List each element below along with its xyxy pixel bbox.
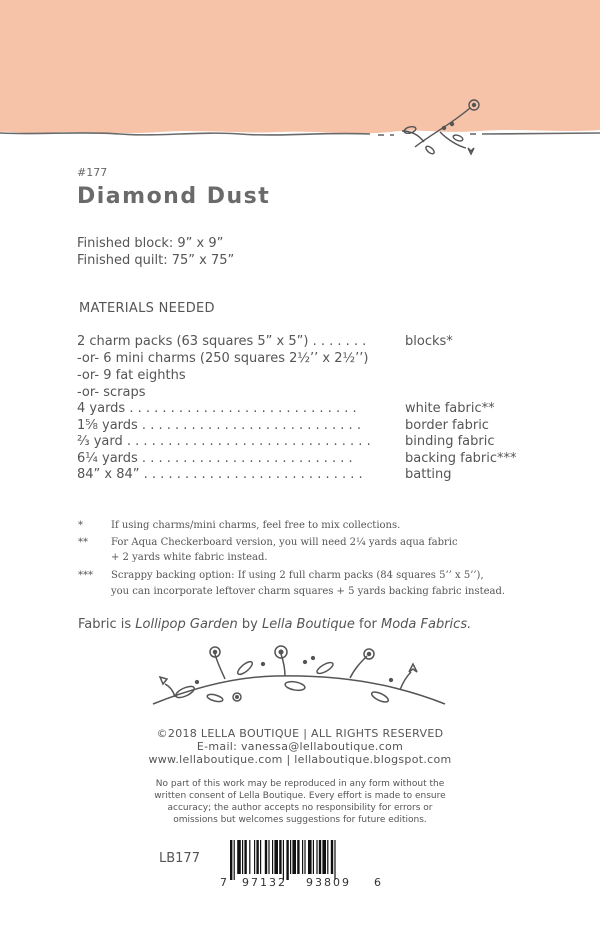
finished-quilt: Finished quilt: 75” x 75” (77, 253, 235, 268)
material-use: blocks* (405, 334, 453, 349)
barcode-bar (316, 840, 317, 874)
fabric-manufacturer: Moda Fabrics. (381, 617, 472, 632)
material-quantity: 84” x 84” . . . . . . . . . . . . . . . . . . . . . . . . . . . (77, 467, 363, 482)
material-row (77, 418, 537, 435)
footnote-text: you can incorporate leftover charm squares + 5 yards backing fabric instead. (111, 586, 506, 597)
material-row (77, 451, 537, 468)
material-quantity: 1⅝ yards . . . . . . . . . . . . . . . . . . . . . . . . . . . (77, 418, 361, 433)
material-row (77, 334, 537, 351)
barcode-bar (322, 840, 326, 874)
pattern-title: Diamond Dust (77, 184, 271, 209)
barcode-bar (304, 840, 305, 874)
material-use: backing fabric*** (405, 451, 517, 466)
barcode-bar (297, 840, 299, 874)
fabric-for: for (354, 617, 381, 632)
barcode-bar (313, 840, 314, 874)
footnote-marker: * (78, 520, 83, 531)
fabric-prefix: Fabric is (78, 617, 136, 632)
barcode-bar (268, 840, 269, 874)
material-row (77, 434, 537, 451)
barcode-bar (308, 840, 312, 874)
header-band (0, 0, 600, 160)
material-quantity: 4 yards . . . . . . . . . . . . . . . . . . . . . . . . . . . . (77, 401, 357, 416)
fabric-designer: Lella Boutique (261, 617, 355, 632)
barcode-bar (272, 840, 273, 874)
barcode-digits-right: 93809 (306, 876, 351, 889)
legal-line: accuracy; the author accepts no responsibility for errors or (167, 803, 433, 813)
material-quantity: 6¼ yards . . . . . . . . . . . . . . . . . . . . . . . . . . (77, 451, 353, 466)
legal-line: written consent of Lella Boutique. Every effort is made to ensure (154, 791, 446, 801)
barcode-bar (249, 840, 250, 874)
footnote-text: For Aqua Checkerboard version, you will need 2¼ yards aqua fabric (111, 537, 458, 548)
barcode-bar (230, 840, 232, 880)
materials-heading: MATERIALS NEEDED (79, 301, 215, 316)
material-use: binding fabric (405, 434, 495, 449)
material-use: white fabric** (405, 401, 495, 416)
barcode-bar (334, 840, 335, 880)
barcode-bar (331, 840, 333, 874)
barcode-bar (265, 840, 267, 874)
product-code: LB177 (159, 851, 200, 866)
copyright-line: ©2018 LELLA BOUTIQUE | ALL RIGHTS RESERVED (156, 727, 444, 740)
barcode-bar (274, 840, 278, 874)
barcode-bar (237, 840, 241, 874)
floral-garland-icon (145, 642, 455, 712)
material-row (77, 368, 537, 385)
material-quantity: ⅔ yard . . . . . . . . . . . . . . . . . . . . . . . . . . . . . . (77, 434, 371, 449)
fabric-collection: Lollipop Garden (135, 617, 238, 632)
barcode-bar (254, 840, 255, 874)
legal-line: omissions but welcomes suggestions for future editions. (173, 815, 427, 825)
finished-block: Finished block: 9” x 9” (77, 236, 224, 251)
material-quantity: -or- scraps (77, 385, 146, 400)
barcode-icon (220, 840, 380, 880)
footnote-text: Scrappy backing option: If using 2 full charm packs (84 squares 5’’ x 5’’), (111, 570, 484, 581)
material-use: border fabric (405, 418, 489, 433)
footnote-marker: ** (78, 537, 88, 548)
barcode-bar (286, 840, 288, 880)
material-quantity: -or- 9 fat eighths (77, 368, 186, 383)
barcode-bar (256, 840, 258, 874)
barcode-bar (242, 840, 243, 874)
barcode-bar (234, 840, 235, 880)
material-row (77, 401, 537, 418)
material-quantity: -or- 6 mini charms (250 squares 2½’’ x 2½’’) (77, 351, 369, 366)
barcode-bar (260, 840, 261, 874)
barcode-bar (302, 840, 303, 874)
barcode-digit-check: 6 (374, 876, 381, 889)
legal-line: No part of this work may be reproduced in any form without the (155, 779, 445, 789)
email-line[interactable]: E-mail: vanessa@lellaboutique.com (196, 740, 404, 753)
material-row (77, 467, 537, 484)
pattern-number: #177 (77, 166, 108, 179)
barcode-bar (319, 840, 321, 874)
material-use: batting (405, 467, 452, 482)
fabric-credit (78, 617, 471, 632)
footnote-marker: *** (78, 570, 93, 581)
material-row (77, 351, 537, 368)
barcode-bar (283, 840, 284, 880)
barcode-bar (292, 840, 296, 874)
footnote-text: If using charms/mini charms, feel free to mix collections. (111, 520, 401, 531)
barcode-digit-prefix: 7 (220, 876, 227, 889)
fabric-by: by (237, 617, 262, 632)
barcode-bar (279, 840, 281, 874)
barcode-digits-left: 97132 (242, 876, 287, 889)
website-line[interactable]: www.lellaboutique.com | lellaboutique.blogspot.com (148, 753, 452, 766)
barcode-bar (290, 840, 291, 874)
barcode-bar (327, 840, 328, 874)
material-quantity: 2 charm packs (63 squares 5” x 5”) . . . . . . . (77, 334, 367, 349)
material-row (77, 385, 537, 402)
footnote-text: + 2 yards white fabric instead. (111, 552, 268, 563)
barcode-bar (244, 840, 246, 874)
